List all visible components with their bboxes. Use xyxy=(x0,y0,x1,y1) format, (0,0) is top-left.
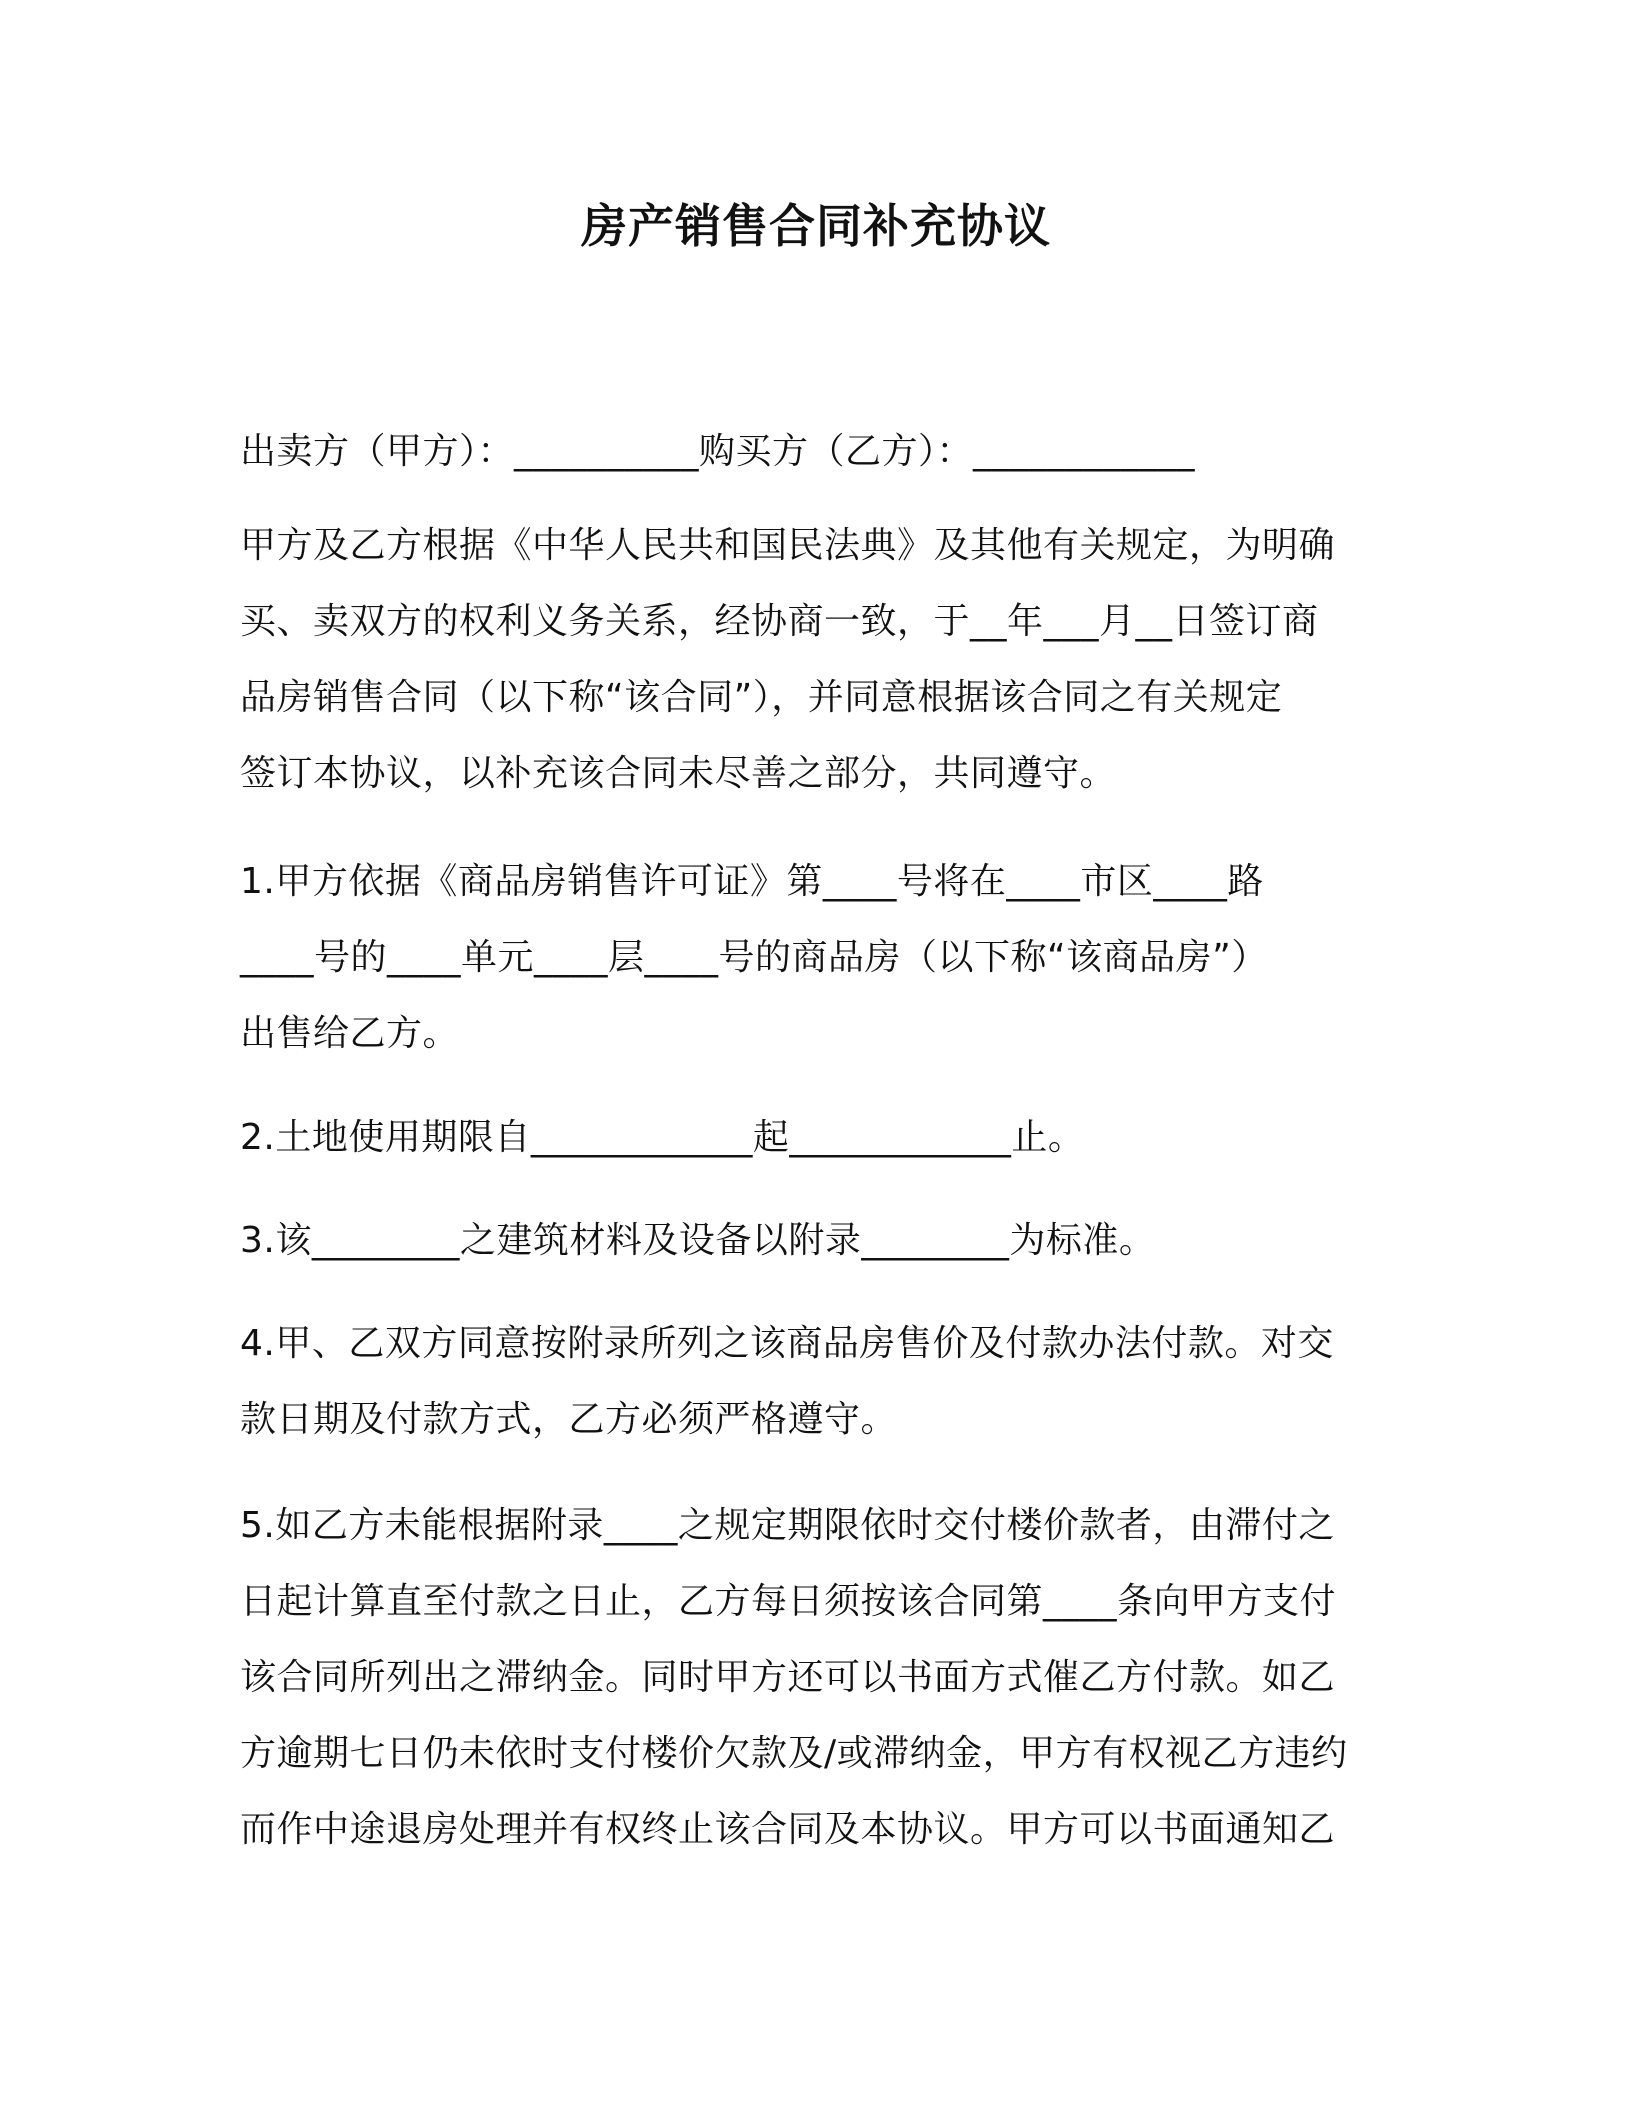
document-title: 房产销售合同补充协议 xyxy=(581,199,1051,253)
clause-1-line: 出售给乙方。 xyxy=(240,1013,460,1054)
clause-1-line: ____号的____单元____层____号的商品房（以下称“该商品房”） xyxy=(240,937,1268,978)
clause-5-line: 而作中途退房处理并有权终止该合同及本协议。甲方可以书面通知乙 xyxy=(240,1809,1336,1850)
clause-1-line: 1.甲方依据《商品房销售许可证》第____号将在____市区____路 xyxy=(240,861,1264,902)
clause-5-line: 5.如乙方未能根据附录____之规定期限依时交付楼价款者，由滞付之 xyxy=(240,1505,1335,1546)
preamble-line: 买、卖双方的权利义务关系，经协商一致，于__年___月__日签订商 xyxy=(240,601,1319,642)
preamble-line: 签订本协议，以补充该合同未尽善之部分，共同遵守。 xyxy=(240,753,1117,794)
clause-4-line: 款日期及付款方式，乙方必须严格遵守。 xyxy=(240,1399,898,1440)
preamble-line: 甲方及乙方根据《中华人民共和国民法典》及其他有关规定，为明确 xyxy=(240,525,1336,566)
clause-2-line: 2.土地使用期限自____________起____________止。 xyxy=(240,1117,1085,1158)
clause-5-line: 日起计算直至付款之日止，乙方每日须按该合同第____条向甲方支付 xyxy=(240,1581,1337,1622)
clause-5-line: 方逾期七日仍未依时支付楼价欠款及/或滞纳金，甲方有权视乙方违约 xyxy=(240,1733,1348,1774)
clause-3-line: 3.该________之建筑材料及设备以附录________为标准。 xyxy=(240,1220,1156,1261)
preamble-line: 品房销售合同（以下称“该合同”），并同意根据该合同之有关规定 xyxy=(240,677,1283,718)
clause-5-line: 该合同所列出之滞纳金。同时甲方还可以书面方式催乙方付款。如乙 xyxy=(240,1657,1336,1698)
parties-line: 出卖方（甲方）：__________购买方（乙方）：____________ xyxy=(240,431,1196,472)
clause-4-line: 4.甲、乙双方同意按附录所列之该商品房售价及付款办法付款。对交 xyxy=(240,1323,1334,1364)
